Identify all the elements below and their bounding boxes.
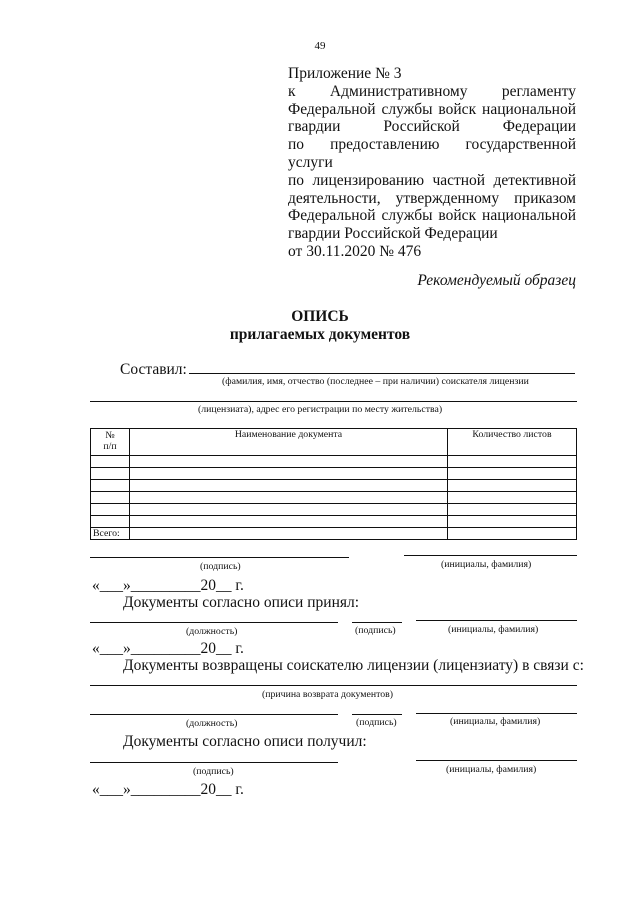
signature-caption: (подпись)	[356, 717, 397, 728]
initials-line	[416, 713, 577, 714]
appendix-line: по предоставлению государственной услуги	[288, 136, 576, 171]
appendix-line: деятельности, утвержденному приказом	[288, 189, 576, 207]
date-line: «___»_________20__ г.	[92, 577, 244, 594]
appendix-header	[288, 65, 576, 261]
position-line	[90, 714, 338, 715]
position-caption: (должность)	[186, 626, 238, 637]
page-number: 49	[314, 40, 326, 52]
appendix-line: гвардии Российской Федерации	[288, 118, 576, 136]
compiled-address-line	[90, 401, 577, 402]
appendix-line: по лицензированию частной детективной	[288, 171, 576, 189]
position-caption: (должность)	[186, 718, 238, 729]
appendix-line: к Административному регламенту	[288, 82, 576, 100]
table-total-row	[91, 528, 577, 540]
document-subtitle: прилагаемых документов	[229, 326, 411, 343]
document-title: ОПИСЬ	[291, 308, 349, 325]
appendix-line: Федеральной службы войск национальной	[288, 100, 576, 118]
date-line: «___»_________20__ г.	[92, 781, 244, 798]
reason-line	[90, 685, 577, 686]
column-header-number-line: №	[105, 430, 115, 441]
sample-label: Рекомендуемый образец	[417, 272, 576, 289]
column-header-sheets: Количество листов	[448, 429, 577, 456]
appendix-line: гвардии Российской Федерации	[288, 225, 498, 243]
table-row	[91, 504, 577, 516]
received-label: Документы согласно описи получил:	[123, 733, 367, 750]
signature-line	[352, 714, 402, 715]
column-header-number	[91, 429, 130, 456]
position-line	[90, 622, 338, 623]
signature-caption: (подпись)	[355, 625, 396, 636]
initials-caption: (инициалы, фамилия)	[450, 716, 541, 727]
initials-line	[416, 620, 577, 621]
column-header-number-line: п/п	[103, 441, 117, 452]
initials-caption: (инициалы, фамилия)	[448, 624, 539, 635]
returned-label: Документы возвращены соискателю лицензии (лицензиату) в связи с:	[123, 657, 584, 674]
compiled-caption: (лицензиата), адрес его регистрации по месту жительства)	[198, 404, 443, 415]
column-header-name: Наименование документа	[130, 429, 448, 456]
signature-line	[352, 622, 402, 623]
table-row	[91, 480, 577, 492]
table-row	[91, 456, 577, 468]
table-row	[91, 468, 577, 480]
signature-line	[90, 557, 349, 558]
table-header-row	[91, 429, 577, 456]
initials-line	[416, 760, 577, 761]
appendix-line: от 30.11.2020 № 476	[288, 242, 422, 260]
signature-caption: (подпись)	[200, 561, 241, 572]
documents-table	[90, 428, 577, 540]
date-line: «___»_________20__ г.	[92, 640, 244, 657]
appendix-line: Приложение № 3	[288, 65, 402, 82]
accepted-label: Документы согласно описи принял:	[123, 594, 360, 611]
initials-line	[404, 555, 577, 556]
initials-caption: (инициалы, фамилия)	[441, 559, 532, 570]
table-row	[91, 492, 577, 504]
compiled-caption: (фамилия, имя, отчество (последнее – при наличии) соискателя лицензии	[222, 376, 529, 387]
total-label: Всего:	[91, 528, 130, 540]
appendix-line: Федеральной службы войск национальной	[288, 207, 576, 225]
compiled-name-line	[189, 373, 575, 374]
reason-caption: (причина возврата документов)	[262, 689, 394, 700]
signature-caption: (подпись)	[193, 766, 234, 777]
initials-caption: (инициалы, фамилия)	[446, 764, 537, 775]
table-row	[91, 516, 577, 528]
signature-line	[90, 762, 338, 763]
compiled-label: Составил:	[120, 361, 187, 378]
